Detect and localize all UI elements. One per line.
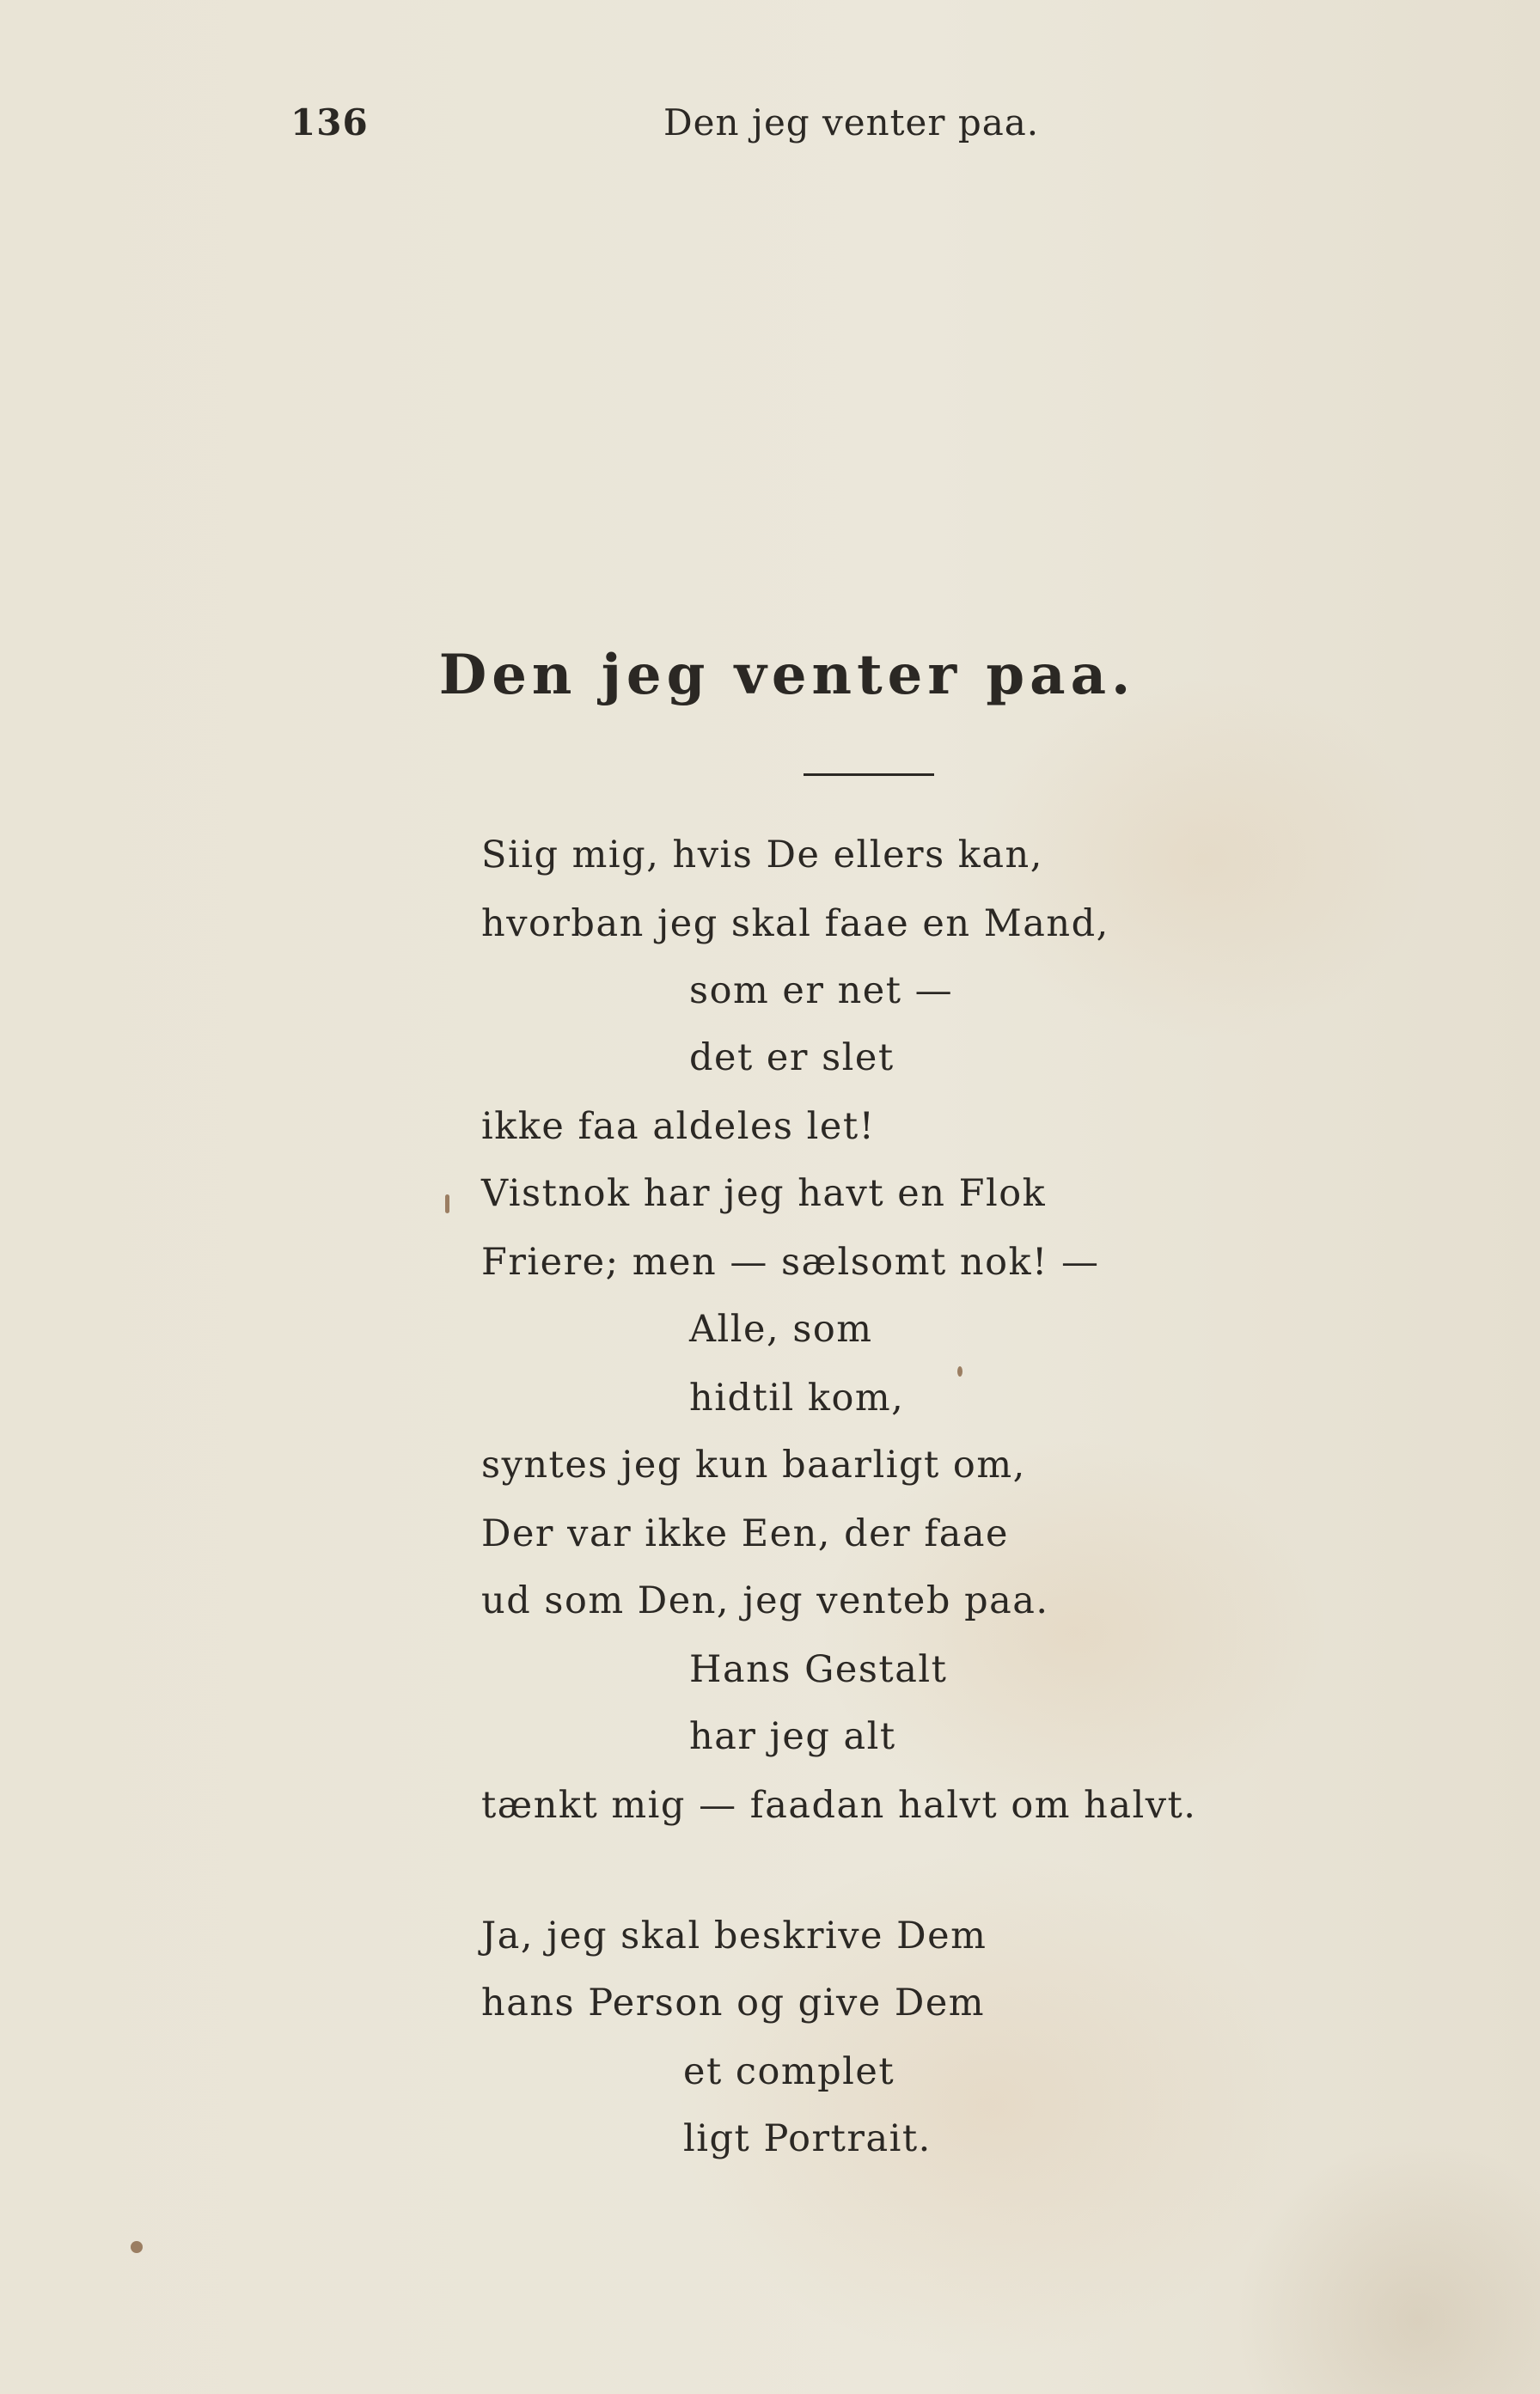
running-title: Den jeg venter paa. xyxy=(663,101,1040,144)
paper-blemish xyxy=(445,1194,449,1213)
poem-line: ligt Portrait. xyxy=(683,2117,932,2160)
poem-line: ud som Den, jeg venteb paa. xyxy=(481,1579,1049,1622)
poem-line: Vistnok har jeg havt en Flok xyxy=(481,1172,1047,1215)
title-rule xyxy=(804,773,934,776)
page-number: 136 xyxy=(290,101,369,144)
poem-line: det er slet xyxy=(689,1036,895,1079)
poem-line: ikke faa aldeles let! xyxy=(481,1105,876,1148)
poem-line: har jeg alt xyxy=(689,1715,896,1758)
poem-line: Der var ikke Een, der faae xyxy=(481,1512,1009,1555)
paper-blemish xyxy=(131,2241,143,2253)
poem-line: Ja, jeg skal beskrive Dem xyxy=(481,1915,987,1957)
poem-line: syntes jeg kun baarligt om, xyxy=(481,1444,1026,1487)
poem-line: Alle, som xyxy=(689,1308,873,1351)
poem-line: hidtil kom, xyxy=(689,1377,905,1420)
paper-blemish xyxy=(957,1366,962,1377)
poem-line: tænkt mig — faadan halvt om halvt. xyxy=(481,1784,1197,1827)
poem-line: som er net — xyxy=(689,969,954,1012)
poem-line: Hans Gestalt xyxy=(689,1648,948,1691)
poem-line: Siig mig, hvis De ellers kan, xyxy=(481,834,1043,876)
poem-title: Den jeg venter paa. xyxy=(438,643,1136,707)
poem-line: et complet xyxy=(683,2050,895,2093)
poem-line: hans Person og give Dem xyxy=(481,1982,986,2025)
poem-line: hvorban jeg skal faae en Mand, xyxy=(481,902,1109,945)
poem-line: Friere; men — sælsomt nok! — xyxy=(481,1241,1100,1284)
